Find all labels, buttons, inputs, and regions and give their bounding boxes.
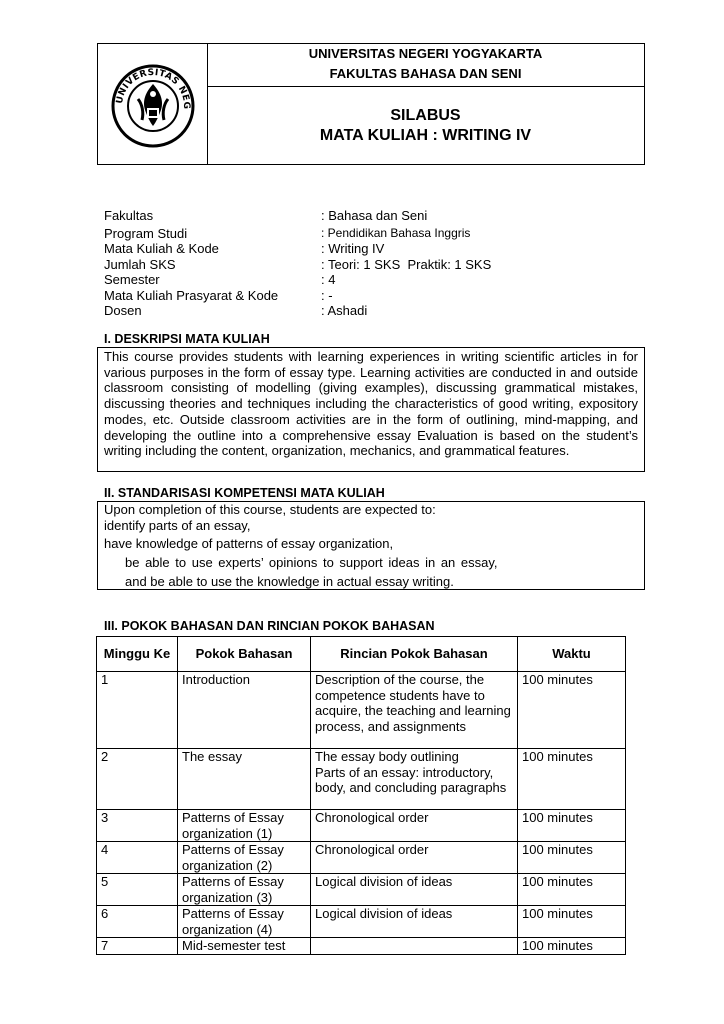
info-value: : Teori: 1 SKS Praktik: 1 SKS (321, 257, 492, 272)
document-title: SILABUS (390, 107, 461, 124)
column-header: Waktu (518, 637, 626, 672)
detail-cell: Logical division of ideas (311, 906, 518, 938)
detail-cell: Chronological order (311, 842, 518, 874)
logo-arc-text: UNIVERSITAS NEG (114, 67, 192, 110)
topic-cell: Patterns of Essay organization (3) (178, 874, 311, 906)
university-seal-logo (98, 44, 207, 164)
column-header: Rincian Pokok Bahasan (311, 637, 518, 672)
section-1-title: I. DESKRIPSI MATA KULIAH (104, 332, 270, 346)
detail-cell (311, 938, 518, 955)
topic-cell: Mid-semester test (178, 938, 311, 955)
topic-cell: Patterns of Essay organization (4) (178, 906, 311, 938)
table-row (97, 672, 626, 749)
time-cell: 100 minutes (518, 842, 626, 874)
info-label: Mata Kuliah Prasyarat & Kode (104, 288, 279, 303)
week-cell: 5 (97, 874, 178, 906)
competency-line: and be able to use the knowledge in actual essay writing. (125, 574, 454, 589)
section-2-title: II. STANDARISASI KOMPETENSI MATA KULIAH (104, 486, 385, 500)
competency-line: be able to use experts’ opinions to support ideas in an essay, (125, 554, 498, 570)
table-row (97, 906, 626, 938)
time-cell: 100 minutes (518, 749, 626, 810)
faculty-name: FAKULTAS BAHASA DAN SENI (329, 66, 522, 81)
info-label: Semester (104, 272, 160, 287)
time-cell: 100 minutes (518, 938, 626, 955)
institution-cell (207, 44, 644, 87)
description-box (97, 347, 645, 472)
time-cell: 100 minutes (518, 672, 626, 749)
topic-cell: Introduction (178, 672, 311, 749)
info-value: : 4 (321, 272, 336, 287)
table-row (97, 810, 626, 842)
competency-line: identify parts of an essay, (104, 517, 251, 533)
info-label: Mata Kuliah & Kode (104, 241, 219, 256)
detail-cell: Chronological order (311, 810, 518, 842)
detail-cell: The essay body outlining Parts of an essay: introductory, body, and concluding paragraphs (311, 749, 518, 810)
info-value: : Ashadi (321, 303, 368, 318)
info-value: : Writing IV (321, 241, 385, 256)
info-value: : Pendidikan Bahasa Inggris (321, 226, 471, 240)
document-header (97, 43, 645, 165)
time-cell: 100 minutes (518, 874, 626, 906)
topic-cell: Patterns of Essay organization (1) (178, 810, 311, 842)
topics-table (96, 636, 626, 955)
week-cell: 4 (97, 842, 178, 874)
time-cell: 100 minutes (518, 906, 626, 938)
column-header: Pokok Bahasan (178, 637, 311, 672)
time-cell: 100 minutes (518, 810, 626, 842)
description-text: This course provides students with learning experiences in writing scientific articles in for various purposes in the form of essay type. Learning activities are conducted in and outside classroom consisting of modelling (giving examples), discussing grammatical mistakes, discussing theories and techniques including the characteristics of good writing, expository modes, etc. Outside classroom activities are in the form of outlining, mind-mapping, and developing the outline into a comprehensive essay Evaluation is based on the student’s writing including the content, organization, mechanics, and grammatical features. (104, 349, 638, 459)
competency-line: have knowledge of patterns of essay organization, (104, 536, 394, 551)
section-3-title: III. POKOK BAHASAN DAN RINCIAN POKOK BAHASAN (104, 619, 435, 633)
logo-cell (98, 44, 208, 164)
table-row (97, 842, 626, 874)
table-row (97, 874, 626, 906)
info-label: Dosen (104, 303, 142, 318)
topic-cell: Patterns of Essay organization (2) (178, 842, 311, 874)
detail-cell: Logical division of ideas (311, 874, 518, 906)
week-cell: 7 (97, 938, 178, 955)
competency-box (97, 501, 645, 590)
week-cell: 3 (97, 810, 178, 842)
info-label: Jumlah SKS (104, 257, 176, 272)
university-name: UNIVERSITAS NEGERI YOGYAKARTA (308, 46, 543, 61)
course-title: MATA KULIAH : WRITING IV (319, 127, 532, 144)
title-cell (207, 87, 644, 164)
info-value: : Bahasa dan Seni (321, 208, 428, 223)
table-row (97, 938, 626, 955)
competency-line: Upon completion of this course, students are expected to: (104, 502, 436, 517)
info-value: : - (321, 288, 333, 303)
week-cell: 6 (97, 906, 178, 938)
table-row (97, 749, 626, 810)
week-cell: 1 (97, 672, 178, 749)
info-label: Fakultas (104, 208, 154, 223)
column-header: Minggu Ke (97, 637, 178, 672)
info-label: Program Studi (104, 226, 188, 241)
topic-cell: The essay (178, 749, 311, 810)
table-header-row (97, 637, 626, 672)
week-cell: 2 (97, 749, 178, 810)
detail-cell: Description of the course, the competence students have to acquire, the teaching and learning process, and assignments (311, 672, 518, 749)
